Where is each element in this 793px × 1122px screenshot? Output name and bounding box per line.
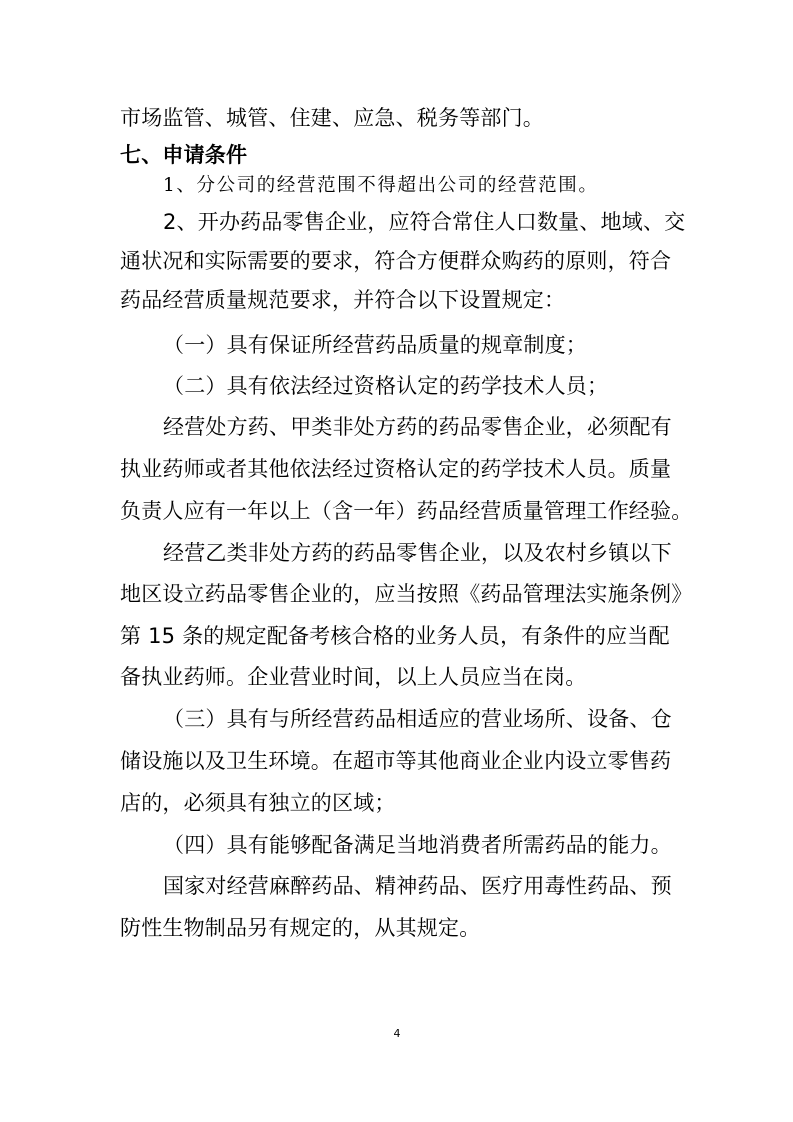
text-line: 国家对经营麻醉药品、精神药品、医疗用毒性药品、预 [163, 874, 672, 898]
text-line: 地区设立药品零售企业的，应当按照《药品管理法实施条例》 [120, 582, 693, 606]
section-heading: 七、申请条件 [120, 143, 248, 167]
text-line: 市场监管、城管、住建、应急、税务等部门。 [120, 106, 544, 130]
text-line: （二）具有依法经过资格认定的药学技术人员； [163, 374, 609, 398]
text-line: （三）具有与所经营药品相适应的营业场所、设备、仓 [163, 707, 672, 731]
text-line: 经营乙类非处方药的药品零售企业，以及农村乡镇以下 [163, 541, 672, 565]
text-line: 储设施以及卫生环境。在超市等其他商业企业内设立零售药 [120, 749, 672, 773]
text-line: 通状况和实际需要的要求，符合方便群众购药的原则，符合 [120, 249, 672, 273]
text-line: 备执业药师。企业营业时间，以上人员应当在岗。 [120, 665, 587, 689]
text-line: 2、开办药品零售企业，应符合常住人口数量、地域、交 [163, 210, 686, 234]
text-line: 1、分公司的经营范围不得超出公司的经营范围。 [163, 175, 599, 196]
text-line: 防性生物制品另有规定的，从其规定。 [120, 916, 481, 940]
text-line: 执业药师或者其他依法经过资格认定的药学技术人员。质量 [120, 457, 672, 481]
text-line: 第 15 条的规定配备考核合格的业务人员，有条件的应当配 [120, 624, 670, 648]
text-line: （一）具有保证所经营药品质量的规章制度； [163, 333, 587, 357]
text-line: 药品经营质量规范要求，并符合以下设置规定： [120, 288, 566, 312]
text-line: （四）具有能够配备满足当地消费者所需药品的能力。 [163, 833, 672, 857]
text-line: 经营处方药、甲类非处方药的药品零售企业，必须配有 [163, 415, 672, 439]
page-number: 4 [393, 1027, 401, 1040]
text-line: 店的，必须具有独立的区域； [120, 791, 396, 815]
text-line: 负责人应有一年以上（含一年）药品经营质量管理工作经验。 [120, 499, 693, 523]
